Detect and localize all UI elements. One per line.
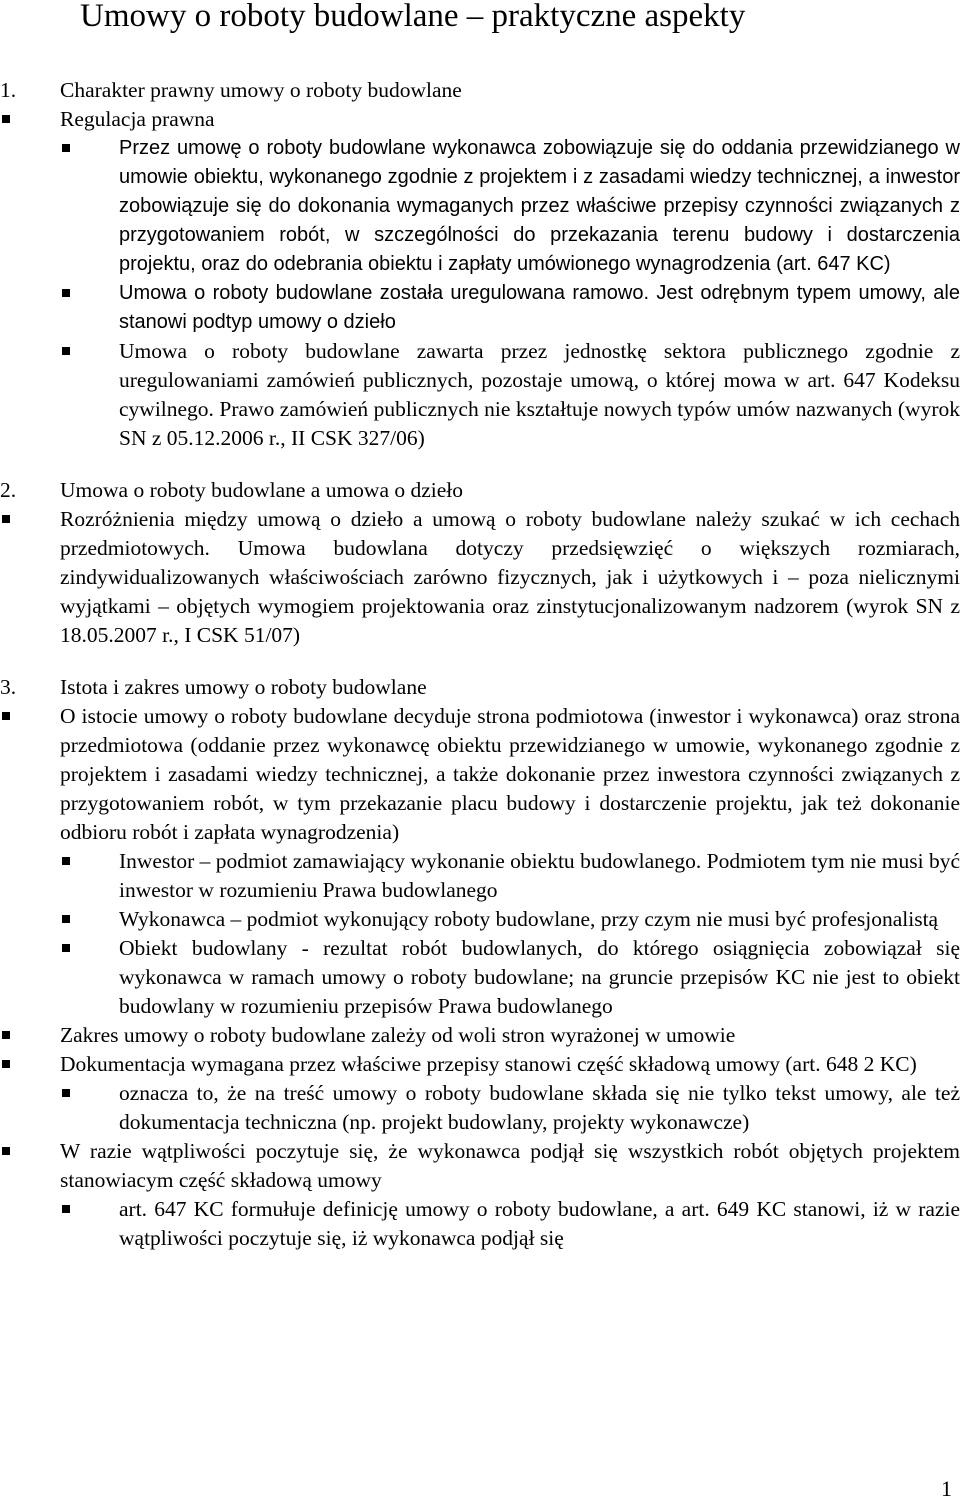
section-2-heading xyxy=(0,476,960,505)
list-item xyxy=(0,1050,960,1079)
list-item-text: Umowa o roboty budowlane zawarta przez jednostkę sektora publicznego zgodnie z uregulowaniami zamówień publicznych, pozostaje umową, o której mowa w art. 647 Kodeksu cywilnego. Prawo zamówień publicznych nie kształtuje nowych typów umów nazwanych (wyrok SN z 05.12.2006 r., II CSK 327/06) xyxy=(119,339,960,450)
page-title: Umowy o roboty budowlane – praktyczne aspekty xyxy=(80,0,746,34)
list-item xyxy=(0,1195,960,1253)
list-item-text: Wykonawca – podmiot wykonujący roboty budowlane, przy czym nie musi być profesjonalistą xyxy=(119,907,939,931)
square-bullet-icon xyxy=(2,115,10,123)
list-item xyxy=(0,505,960,650)
square-bullet-icon xyxy=(2,515,10,523)
section-number: 3. xyxy=(0,675,17,699)
section-heading-text: Umowa o roboty budowlane a umowa o dzieło xyxy=(60,478,464,502)
list-item-text: art. 647 KC formułuje definicję umowy o roboty budowlane, a art. 649 KC stanowi, iż w razie wątpliwości poczytuje się, iż wykonawca podjął się xyxy=(119,1197,960,1250)
list-item xyxy=(0,279,960,337)
square-bullet-icon xyxy=(62,1089,70,1097)
list-item xyxy=(0,905,960,934)
document-body xyxy=(0,76,960,1253)
square-bullet-icon xyxy=(2,1060,10,1068)
list-item-text: oznacza to, że na treść umowy o roboty budowlane składa się nie tylko tekst umowy, ale też dokumentacja techniczna (np. projekt budowlany, projekty wykonawcze) xyxy=(119,1081,960,1134)
list-item-text: W razie wątpliwości poczytuje się, że wykonawca podjął się wszystkich robót objętych projektem stanowiacym część składową umowy xyxy=(60,1139,960,1192)
square-bullet-icon xyxy=(62,944,70,952)
square-bullet-icon xyxy=(2,1031,10,1039)
section-number: 2. xyxy=(0,478,17,502)
section-3-heading xyxy=(0,673,960,702)
list-item-text: Regulacja prawna xyxy=(60,107,215,131)
square-bullet-icon xyxy=(2,712,10,720)
list-item-text: Inwestor – podmiot zamawiający wykonanie obiektu budowlanego. Podmiotem tym nie musi być inwestor w rozumieniu Prawa budowlanego xyxy=(119,849,960,902)
square-bullet-icon xyxy=(62,347,70,355)
square-bullet-icon xyxy=(2,1147,10,1155)
list-item-text: Zakres umowy o roboty budowlane zależy od woli stron wyrażonej w umowie xyxy=(60,1023,736,1047)
list-item xyxy=(0,702,960,847)
list-item xyxy=(0,105,960,134)
section-heading-text: Charakter prawny umowy o roboty budowlane xyxy=(60,78,462,102)
square-bullet-icon xyxy=(62,857,70,865)
section-heading-text: Istota i zakres umowy o roboty budowlane xyxy=(60,675,427,699)
square-bullet-icon xyxy=(62,1205,70,1213)
square-bullet-icon xyxy=(62,915,70,923)
list-item xyxy=(0,1079,960,1137)
list-item xyxy=(0,337,960,453)
section-number: 1. xyxy=(0,78,17,102)
list-item-text: Obiekt budowlany - rezultat robót budowlanych, do którego osiągnięcia zobowiązał się wykonawca w ramach umowy o roboty budowlane; na gruncie przepisów KC nie jest to obiekt budowlany w rozumieniu przepisów Prawa budowlanego xyxy=(119,936,960,1018)
list-item-text: Przez umowę o roboty budowlane wykonawca zobowiązuje się do oddania przewidzianego w umowie obiektu, wykonanego zgodnie z projektem i z zasadami wiedzy technicznej, a inwestor zobowiązuje się do dokonania wymaganych przez właściwe przepisy czynności związanych z przygotowaniem robót, w szczególności do przekazania terenu budowy i dostarczenia projektu, oraz do odebrania obiektu i zapłaty umówionego wynagrodzenia (art. 647 KC) xyxy=(119,137,960,275)
square-bullet-icon xyxy=(62,144,70,152)
list-item xyxy=(0,134,960,279)
section-1-heading xyxy=(0,76,960,105)
list-item-text: Umowa o roboty budowlane została uregulowana ramowo. Jest odrębnym typem umowy, ale stanowi podtyp umowy o dzieło xyxy=(119,282,960,333)
list-item xyxy=(0,847,960,905)
page-number: 1 xyxy=(941,1476,952,1501)
list-item-text: Rozróżnienia między umową o dzieło a umową o roboty budowlane należy szukać w ich cechach przedmiotowych. Umowa budowlana dotyczy przedsięwzięć o większych rozmiarach, zindywidualizowanych właściwościach zarówno fizycznych, jak i użytkowych i – poza nielicznymi wyjątkami – objętych wymogiem projektowania oraz zinstytucjonalizowanym nadzorem (wyrok SN z 18.05.2007 r., I CSK 51/07) xyxy=(60,507,960,647)
square-bullet-icon xyxy=(62,289,70,297)
list-item xyxy=(0,1137,960,1195)
list-item-text: Dokumentacja wymagana przez właściwe przepisy stanowi część składową umowy (art. 648 2 KC) xyxy=(60,1052,917,1076)
list-item xyxy=(0,1021,960,1050)
list-item xyxy=(0,934,960,1021)
list-item-text: O istocie umowy o roboty budowlane decyduje strona podmiotowa (inwestor i wykonawca) oraz strona przedmiotowa (oddanie przez wykonawcę obiektu przewidzianego w umowie, wykonanego zgodnie z projektem i zasadami wiedzy technicznej, a także dokonanie przez inwestora czynności związanych z przygotowaniem robót, w tym przekazanie placu budowy i dostarczenie projektu, jak też dokonanie odbioru robót i zapłata wynagrodzenia) xyxy=(60,704,960,844)
